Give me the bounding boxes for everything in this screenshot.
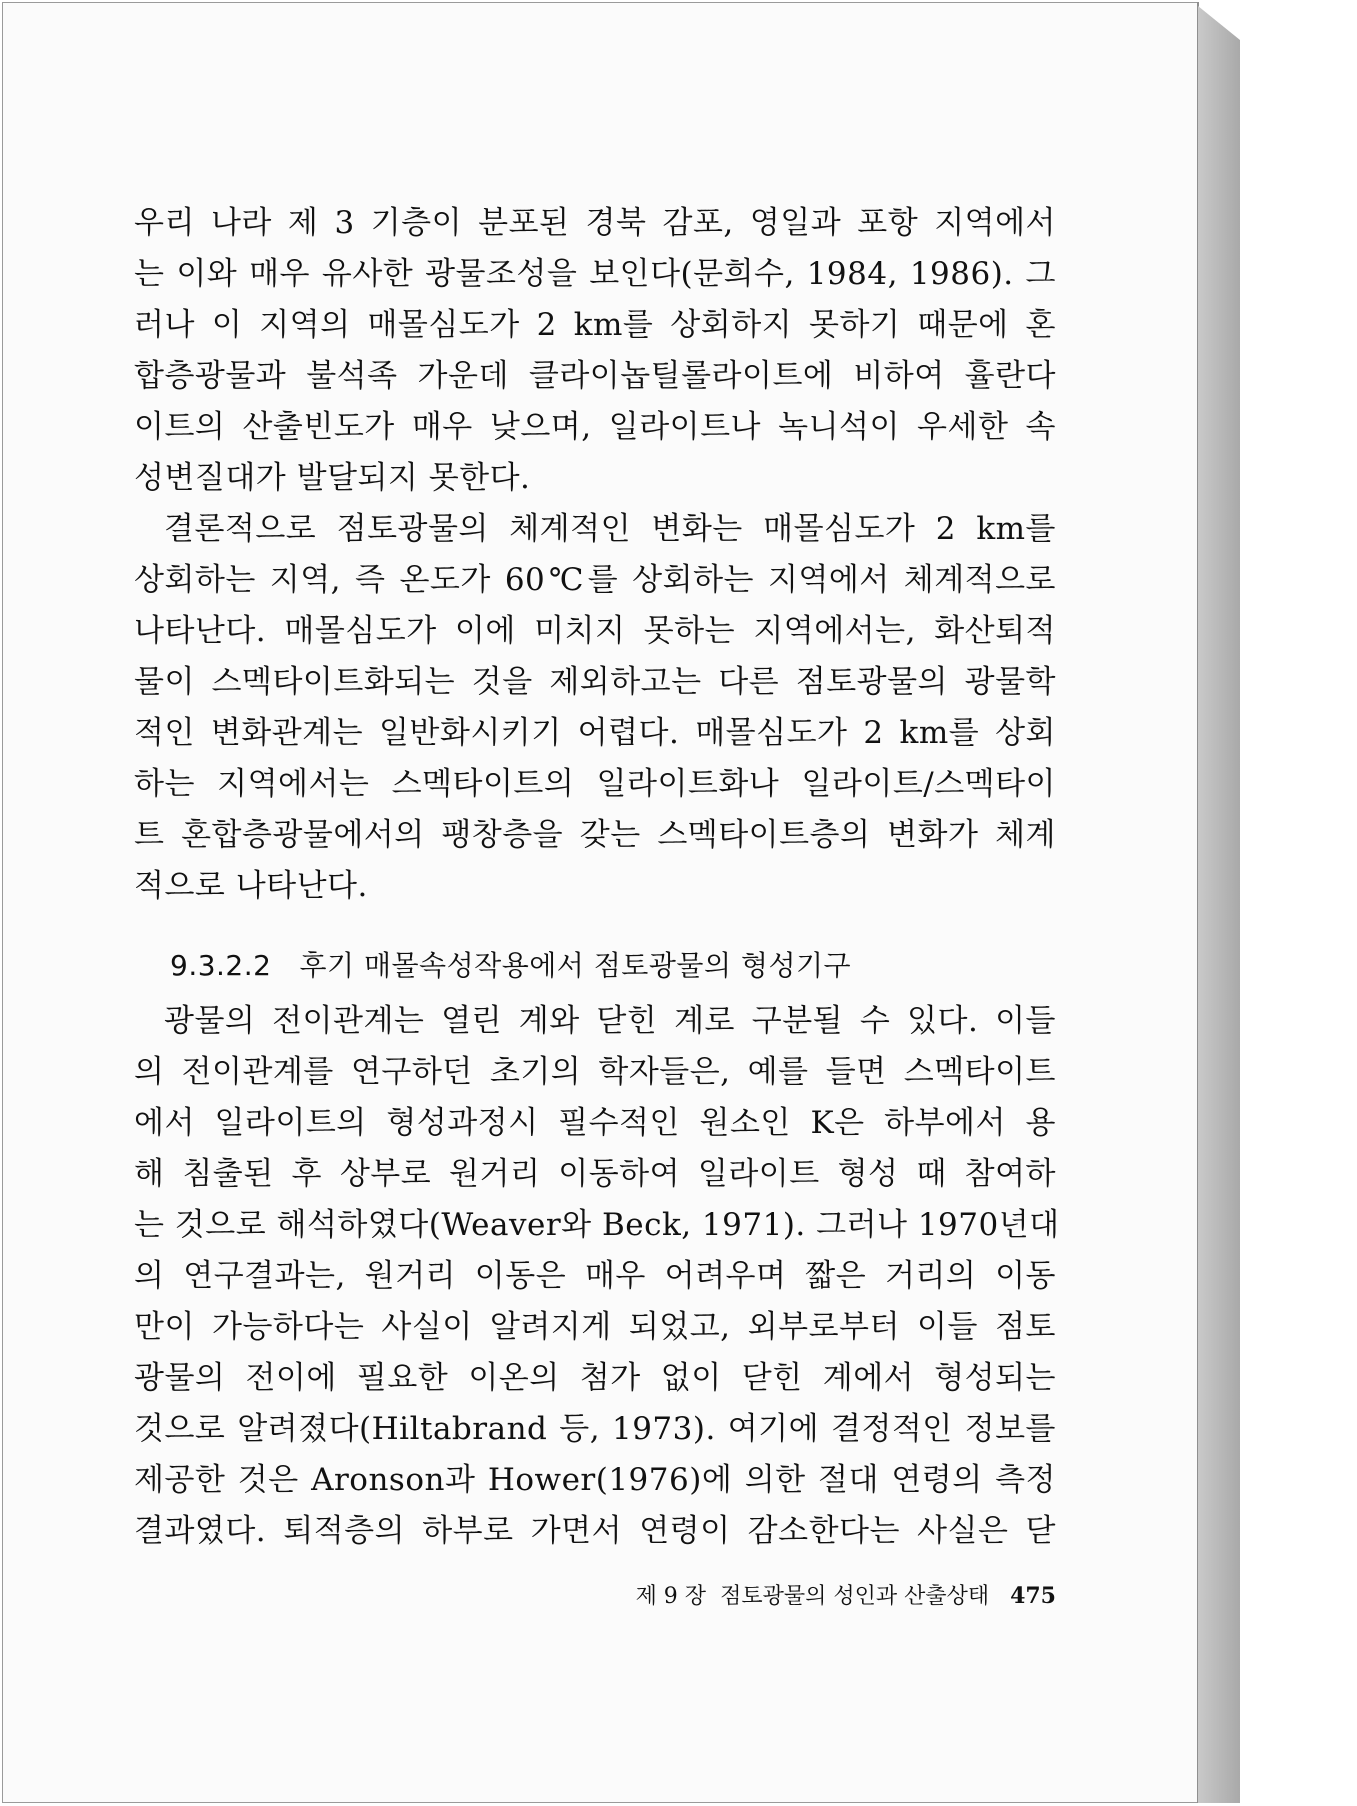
text-line: 것으로 알려졌다(Hiltabrand 등, 1973). 여기에 결정적인 정보를	[134, 1411, 1056, 1447]
text-line: 에서 일라이트의 형성과정시 필수적인 원소인 K은 하부에서 용	[134, 1105, 1056, 1141]
section-number: 9.3.2.2	[170, 949, 272, 982]
text-line: 물이 스멕타이트화되는 것을 제외하고는 다른 점토광물의 광물학	[134, 664, 1056, 700]
text-line: 트 혼합층광물에서의 팽창층을 갖는 스멕타이트층의 변화가 체계	[134, 817, 1056, 853]
page-side-shadow	[1198, 6, 1240, 1803]
paragraph-2	[134, 504, 1056, 912]
text-line: 는 이와 매우 유사한 광물조성을 보인다(문희수, 1984, 1986). 그	[134, 256, 1056, 292]
text-line: 의 전이관계를 연구하던 초기의 학자들은, 예를 들면 스멕타이트	[134, 1054, 1056, 1090]
text-line: 이트의 산출빈도가 매우 낮으며, 일라이트나 녹니석이 우세한 속	[134, 409, 1056, 445]
text-line: 우리 나라 제 3 기층이 분포된 경북 감포, 영일과 포항 지역에서	[134, 205, 1056, 241]
text-line: 의 연구결과는, 원거리 이동은 매우 어려우며 짧은 거리의 이동	[134, 1258, 1056, 1294]
text-line: 러나 이 지역의 매몰심도가 2 km를 상회하지 못하기 때문에 혼	[134, 307, 1056, 343]
text-line: 나타난다. 매몰심도가 이에 미치지 못하는 지역에서는, 화산퇴적	[134, 613, 1056, 649]
text-line: 제공한 것은 Aronson과 Hower(1976)에 의한 절대 연령의 측정	[134, 1462, 1056, 1498]
section-title: 후기 매몰속성작용에서 점토광물의 형성기구	[299, 949, 852, 982]
section-heading	[170, 944, 851, 988]
paragraph-1	[134, 198, 1056, 504]
text-line: 결론적으로 점토광물의 체계적인 변화는 매몰심도가 2 km를	[164, 511, 1056, 547]
text-line: 적으로 나타난다.	[134, 868, 368, 904]
text-line: 합층광물과 불석족 가운데 클라이놉틸롤라이트에 비하여 휼란다	[134, 358, 1056, 394]
text-line: 는 것으로 해석하였다(Weaver와 Beck, 1971). 그러나 1970년대	[134, 1207, 1060, 1243]
page-number: 475	[1010, 1583, 1056, 1609]
footer-title: 점토광물의 성인과 산출상태	[720, 1584, 990, 1609]
text-line: 광물의 전이관계는 열린 계와 닫힌 계로 구분될 수 있다. 이들	[164, 1003, 1056, 1039]
text-line: 만이 가능하다는 사실이 알려지게 되었고, 외부로부터 이들 점토	[134, 1309, 1056, 1345]
text-line: 성변질대가 발달되지 못한다.	[134, 460, 531, 496]
text-line: 결과였다. 퇴적층의 하부로 가면서 연령이 감소한다는 사실은 닫	[134, 1513, 1056, 1549]
text-line: 적인 변화관계는 일반화시키기 어렵다. 매몰심도가 2 km를 상회	[134, 715, 1056, 751]
running-footer	[540, 1579, 1056, 1610]
text-line: 상회하는 지역, 즉 온도가 60℃를 상회하는 지역에서 체계적으로	[134, 562, 1056, 598]
text-line: 광물의 전이에 필요한 이온의 첨가 없이 닫힌 계에서 형성되는	[134, 1360, 1056, 1396]
footer-chapter: 제 9 장	[635, 1584, 707, 1609]
body-text-upper	[134, 198, 1056, 912]
body-text-lower	[134, 996, 1060, 1557]
text-line: 해 침출된 후 상부로 원거리 이동하여 일라이트 형성 때 참여하	[134, 1156, 1056, 1192]
paragraph-3	[134, 996, 1060, 1557]
text-line: 하는 지역에서는 스멕타이트의 일라이트화나 일라이트/스멕타이	[134, 766, 1056, 802]
